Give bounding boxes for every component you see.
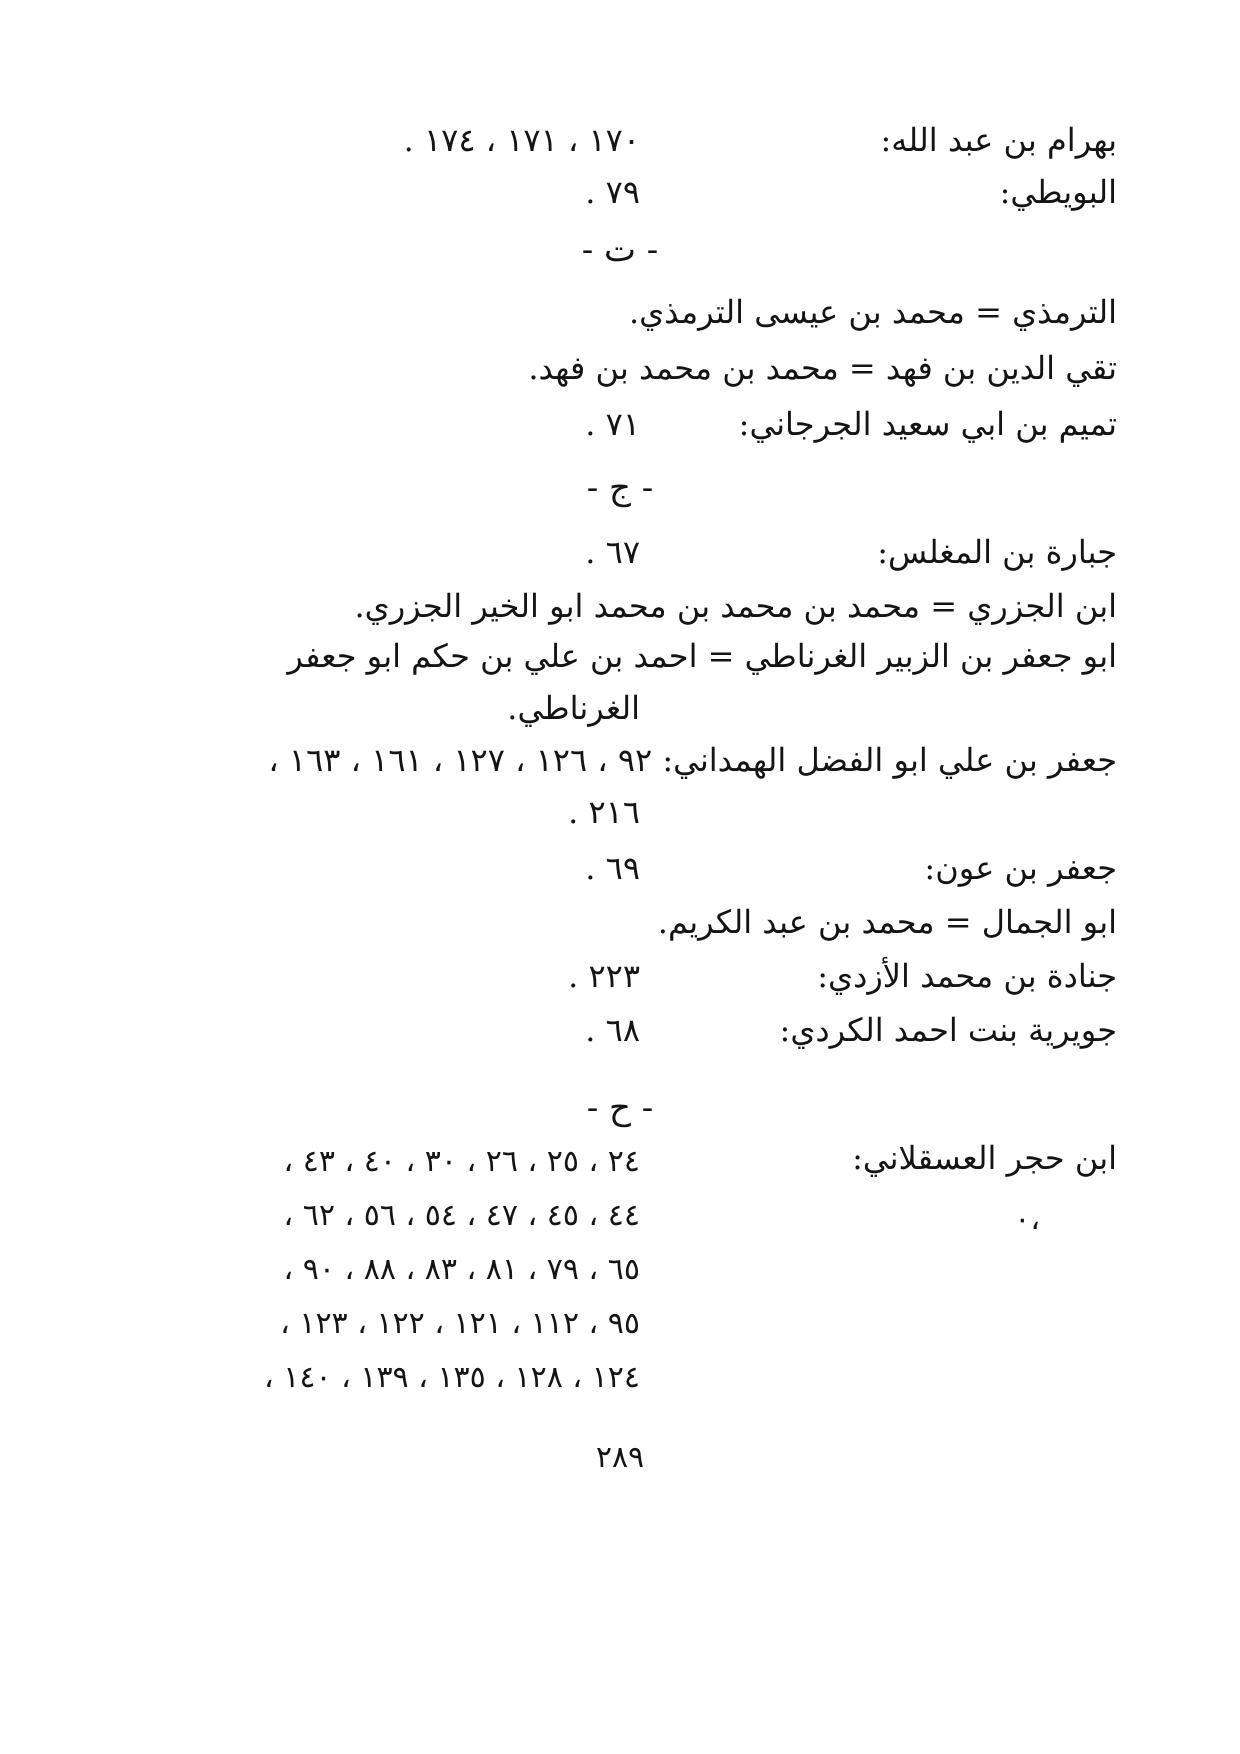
index-entry-continuation: ٢١٦ . <box>568 793 640 831</box>
index-entry-name: جنادة بن محمد الأزدي: <box>817 957 1117 995</box>
index-entry-pages: ١٧٠ ، ١٧١ ، ١٧٤ . <box>403 121 640 159</box>
index-entry-text: جعفر بن علي ابو الفضل الهمداني: ٩٢ ، ١٢٦ ، ١٢٧ ، ١٦١ ، ١٦٣ ، <box>268 741 1117 779</box>
index-entry-name: جعفر بن عون: <box>924 849 1117 887</box>
page-number: ٢٨٩ <box>595 1440 645 1475</box>
index-entry-text: ابو الجمال = محمد بن عبد الكريم. <box>657 903 1117 941</box>
stray-mark: ٠، <box>1014 1202 1040 1237</box>
index-entry-name: جبارة بن المغلس: <box>877 533 1117 571</box>
index-entry-pages: ٦٧ . <box>585 533 640 571</box>
index-entry-name: تميم بن ابي سعيد الجرجاني: <box>738 405 1117 443</box>
index-entry-name: جويرية بنت احمد الكردي: <box>779 1011 1117 1049</box>
index-entry-name: بهرام بن عبد الله: <box>880 121 1117 159</box>
index-entry-name: البويطي: <box>999 173 1117 211</box>
index-entry-name: ابن حجر العسقلاني: <box>852 1139 1117 1177</box>
index-entry-pages: ٧١ . <box>585 405 640 443</box>
index-entry-text: ابو جعفر بن الزبير الغرناطي = احمد بن علي بن حكم ابو جعفر <box>287 637 1117 675</box>
index-entry-continuation: الغرناطي. <box>507 689 640 727</box>
index-entry-pages: ٦٩ . <box>585 849 640 887</box>
letter-heading: - ت - <box>581 230 659 270</box>
index-entry-pages: ٦٨ . <box>585 1011 640 1049</box>
index-entry-pages: ١٢٤ ، ١٢٨ ، ١٣٥ ، ١٣٩ ، ١٤٠ ، <box>264 1360 640 1395</box>
index-entry-pages: ٤٤ ، ٤٥ ، ٤٧ ، ٥٤ ، ٥٦ ، ٦٢ ، <box>283 1198 640 1233</box>
index-entry-text: تقي الدين بن فهد = محمد بن محمد بن فهد. <box>528 349 1117 387</box>
index-entry-pages: ٧٩ . <box>585 173 640 211</box>
index-entry-pages: ٦٥ ، ٧٩ ، ٨١ ، ٨٣ ، ٨٨ ، ٩٠ ، <box>283 1252 640 1287</box>
index-entry-text: الترمذي = محمد بن عيسى الترمذي. <box>628 293 1117 331</box>
index-entry-pages: ٢٤ ، ٢٥ ، ٢٦ ، ٣٠ ، ٤٠ ، ٤٣ ، <box>283 1144 640 1179</box>
letter-heading: - ح - <box>586 1088 654 1128</box>
index-entry-pages: ٩٥ ، ١١٢ ، ١٢١ ، ١٢٢ ، ١٢٣ ، <box>280 1306 640 1341</box>
index-entry-pages: ٢٢٣ . <box>568 957 640 995</box>
index-entry-text: ابن الجزري = محمد بن محمد بن محمد ابو الخير الجزري. <box>354 587 1117 625</box>
letter-heading: - ج - <box>586 468 654 508</box>
